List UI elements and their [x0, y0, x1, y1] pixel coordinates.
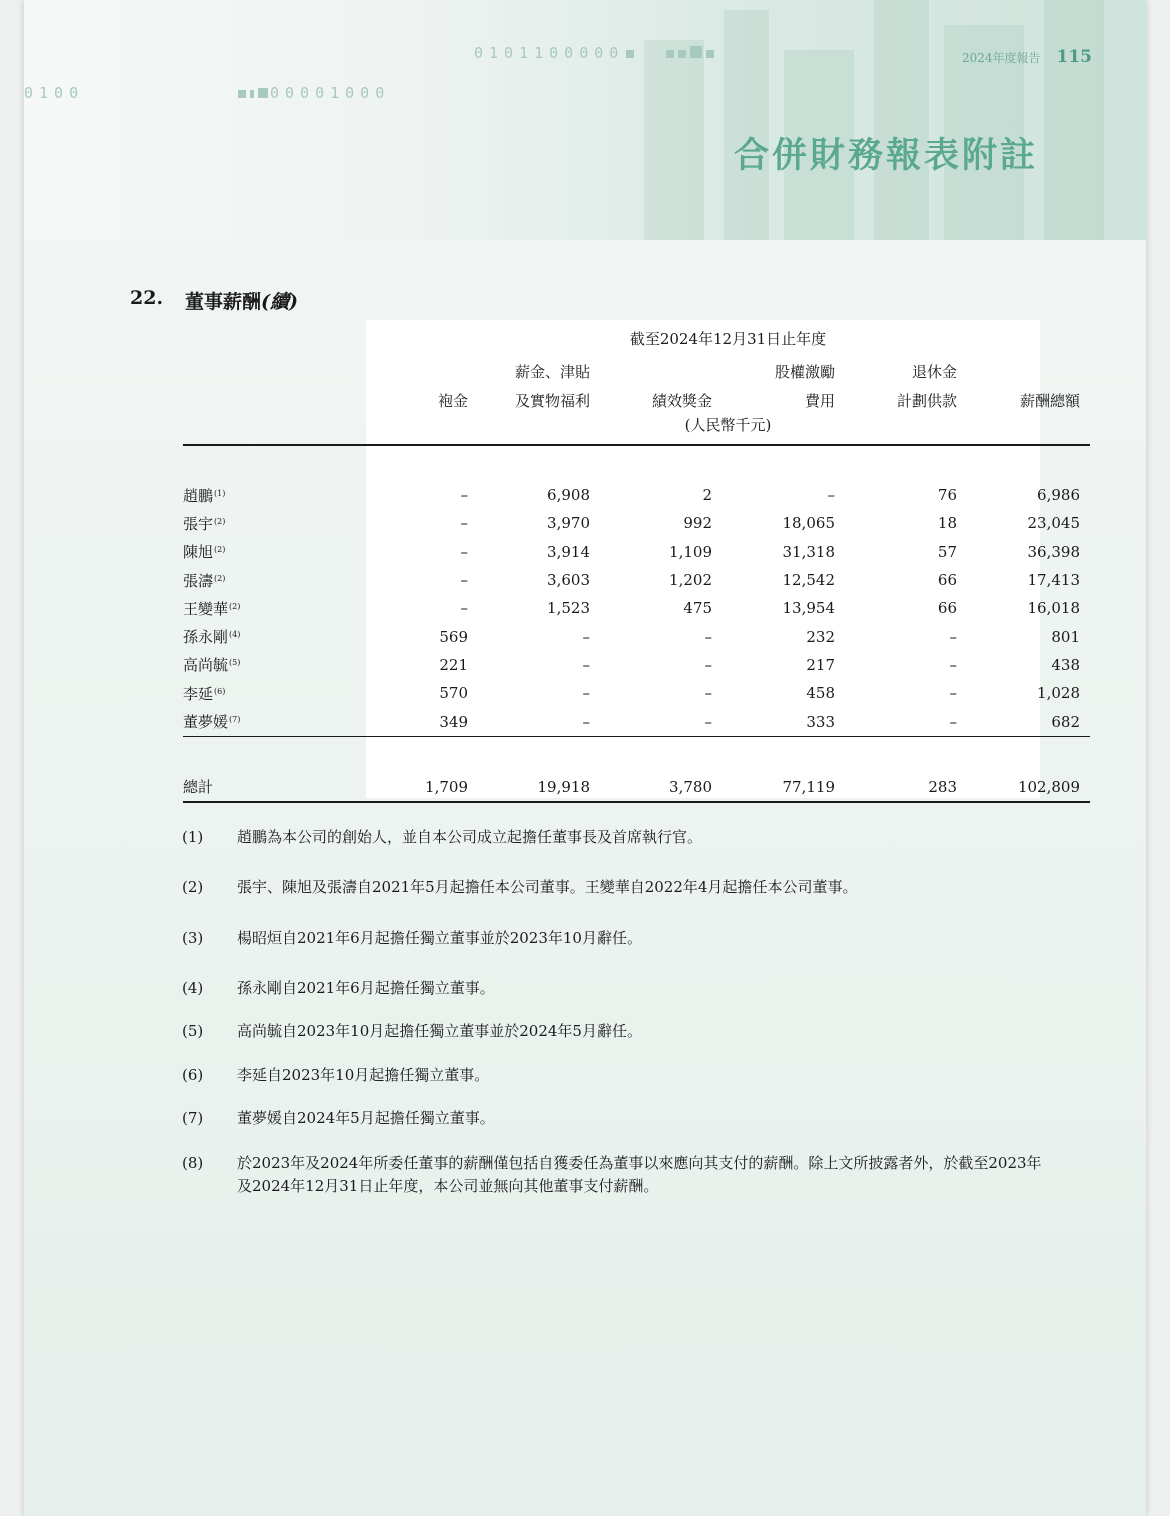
- table-cell: 1,028: [1037, 684, 1080, 703]
- total-cell: 3,780: [600, 773, 722, 802]
- table-cell: 23,045: [1027, 514, 1080, 533]
- table-cell: 1,523: [547, 599, 590, 618]
- table-cell: 3,914: [547, 542, 590, 561]
- footnote-number: (2): [182, 878, 204, 896]
- table-cell: 12,542: [782, 571, 835, 590]
- footnote-number: (7): [182, 1109, 204, 1127]
- table-cell: –: [460, 486, 468, 505]
- table-cell: 349: [366, 707, 478, 736]
- table-row: [183, 538, 1090, 566]
- footnote-number: (5): [182, 1022, 204, 1040]
- column-header-line1: 退休金: [911, 362, 957, 381]
- table-cell: 1,109: [669, 542, 712, 561]
- table-cell: 18,065: [782, 514, 835, 533]
- footnote-number: (8): [182, 1154, 204, 1172]
- table-cell: 66: [937, 599, 957, 618]
- footnote: [182, 826, 1042, 849]
- table-unit-row: [183, 414, 1090, 445]
- table-cell: –: [827, 486, 835, 505]
- table-cell: 475: [683, 599, 712, 618]
- table-cell: 31,318: [782, 542, 835, 561]
- table-row: [183, 622, 1090, 650]
- column-header-line1: [967, 356, 1090, 386]
- director-name: 高尚毓$^{(5)}$: [183, 656, 241, 675]
- banner-building-graphic: [1044, 0, 1104, 240]
- column-header-total: 薪酬總額: [1019, 391, 1080, 410]
- column-header-line1: 薪金、津貼: [514, 362, 590, 381]
- table-cell: 569: [439, 627, 468, 646]
- table-cell: 17,413: [1027, 571, 1080, 590]
- director-name: 趙鵬$^{(1)}$: [183, 486, 226, 505]
- binary-decoration-left: 0100: [24, 84, 85, 102]
- total-cell: 77,119: [722, 773, 845, 802]
- table-total-row: [183, 773, 1090, 802]
- table-cell: –: [600, 707, 722, 736]
- table-row: [183, 594, 1090, 622]
- table-cell: 570: [439, 684, 468, 703]
- table-header-row-1: [183, 356, 1090, 386]
- table-cell: 3,970: [547, 514, 590, 533]
- director-name: 董夢媛$^{(7)}$: [183, 707, 366, 736]
- director-name: 陳旭$^{(2)}$: [183, 543, 226, 562]
- footnote-number: (1): [182, 828, 204, 846]
- table-cell: –: [582, 655, 590, 674]
- table-cell: 16,018: [1027, 599, 1080, 618]
- total-cell: 283: [845, 773, 967, 802]
- table-cell: 36,398: [1027, 542, 1080, 561]
- table-cell: 221: [439, 655, 468, 674]
- table-cell: 6,908: [547, 486, 590, 505]
- footnote-text: 董夢媛自2024年5月起擔任獨立董事。: [237, 1109, 495, 1127]
- column-header-share-based: 費用: [804, 391, 835, 410]
- header-meta: [962, 47, 1092, 67]
- table-cell: 801: [1051, 627, 1080, 646]
- column-header-fees: 袍金: [437, 391, 468, 410]
- table-cell: 2: [702, 486, 712, 505]
- binary-decoration-mid: 00001000: [236, 84, 390, 102]
- column-header-line1: 股權激勵: [774, 362, 835, 381]
- footnote: [182, 977, 1042, 1000]
- director-name: 李延$^{(6)}$: [183, 684, 226, 703]
- footnote-text: 李延自2023年10月起擔任獨立董事。: [237, 1066, 490, 1084]
- column-header-pension: 計劃供款: [896, 391, 957, 410]
- table-cell: –: [949, 655, 957, 674]
- section-title: 董事薪酬(續): [185, 291, 298, 313]
- footnote-text: 於2023年及2024年所委任董事的薪酬僅包括自獲委任為董事以來應向其支付的薪酬。除上文所披露者外，於截至2023年及2024年12月31日止年度，本公司並無向其他董事支付薪酬。: [237, 1154, 1042, 1195]
- table-cell: 682: [967, 707, 1090, 736]
- table-cell: 217: [806, 655, 835, 674]
- footnote: [182, 1020, 1042, 1043]
- director-remuneration-table: [183, 320, 1090, 803]
- total-cell: 19,918: [478, 773, 600, 802]
- table-cell: –: [949, 627, 957, 646]
- table-period-row: [183, 320, 1090, 356]
- column-header-line1: [366, 356, 478, 386]
- table-row: [183, 509, 1090, 537]
- footnote-number: (4): [182, 979, 204, 997]
- footnote-text: 孫永剛自2021年6月起擔任獨立董事。: [237, 979, 495, 997]
- report-label: 2024年度報告: [961, 51, 1041, 65]
- total-label: 總計: [183, 773, 366, 802]
- table-cell: 1,202: [669, 571, 712, 590]
- table-cell: 3,603: [547, 571, 590, 590]
- column-header-salaries: 及實物福利: [514, 391, 590, 410]
- total-cell: 102,809: [967, 773, 1090, 802]
- table-cell: 438: [1051, 655, 1080, 674]
- section-number: 22.: [130, 287, 164, 309]
- table-row: [183, 707, 1090, 736]
- table-row: [183, 679, 1090, 707]
- footnote: [182, 1152, 1042, 1198]
- footnote-text: 高尚毓自2023年10月起擔任獨立董事並於2024年5月辭任。: [237, 1022, 642, 1040]
- table-cell: 992: [683, 514, 712, 533]
- table-cell: –: [704, 655, 712, 674]
- table-period-label: 截至2024年12月31日止年度: [629, 329, 827, 348]
- director-name: 張宇$^{(2)}$: [183, 514, 226, 533]
- table-cell: 6,986: [1037, 486, 1080, 505]
- table-cell: –: [949, 684, 957, 703]
- footnote: [182, 876, 1042, 899]
- banner-building-graphic: [874, 0, 929, 240]
- footnote-text: 趙鵬為本公司的創始人，並自本公司成立起擔任董事長及首席執行官。: [237, 828, 703, 846]
- table-cell: 13,954: [782, 599, 835, 618]
- chapter-title: 合併財務報表附註: [733, 135, 1038, 176]
- banner-building-graphic: [644, 40, 704, 240]
- section-title-suffix: (續): [261, 291, 298, 313]
- banner-building-graphic: [724, 10, 769, 240]
- footnote: [182, 1064, 1042, 1087]
- footnote-text: 楊昭烜自2021年6月起擔任獨立董事並於2023年10月辭任。: [237, 929, 642, 947]
- table-row: [183, 481, 1090, 509]
- page-number: 115: [1056, 47, 1092, 67]
- table-cell: –: [460, 514, 468, 533]
- table-cell: –: [460, 571, 468, 590]
- director-name: 孫永剛$^{(4)}$: [183, 628, 241, 647]
- table-cell: 232: [806, 627, 835, 646]
- binary-decoration-top: 0101100000: [474, 44, 716, 62]
- director-name: 張濤$^{(2)}$: [183, 571, 226, 590]
- footnote-number: (3): [182, 929, 204, 947]
- footnote-text: 張宇、陳旭及張濤自2021年5月起擔任本公司董事。王變華自2022年4月起擔任本公司董事。: [237, 878, 858, 896]
- footnote: [182, 1107, 1042, 1130]
- table-cell: 458: [806, 684, 835, 703]
- table-cell: –: [845, 707, 967, 736]
- column-header-line1: [600, 356, 722, 386]
- table-header-row-2: [183, 386, 1090, 414]
- table-cell: 57: [937, 542, 957, 561]
- column-header-bonus: 績效獎金: [651, 391, 712, 410]
- footnote-number: (6): [182, 1066, 204, 1084]
- table-cell: –: [478, 707, 600, 736]
- table-cell: –: [704, 627, 712, 646]
- table-cell: –: [460, 599, 468, 618]
- table-unit-label: (人民幣千元): [366, 414, 1090, 445]
- table-cell: 66: [937, 571, 957, 590]
- table-cell: 76: [937, 486, 957, 505]
- document-page: [24, 0, 1146, 1516]
- table-row: [183, 566, 1090, 594]
- total-cell: 1,709: [366, 773, 478, 802]
- header-banner: [24, 0, 1146, 240]
- table-cell: –: [582, 627, 590, 646]
- table-row: [183, 651, 1090, 679]
- table-cell: –: [582, 684, 590, 703]
- director-name: 王變華$^{(2)}$: [183, 599, 241, 618]
- table-cell: 333: [722, 707, 845, 736]
- table-cell: –: [704, 684, 712, 703]
- footnote: [182, 927, 1042, 950]
- section-heading: [130, 287, 298, 314]
- table-cell: 18: [937, 514, 957, 533]
- table-cell: –: [460, 542, 468, 561]
